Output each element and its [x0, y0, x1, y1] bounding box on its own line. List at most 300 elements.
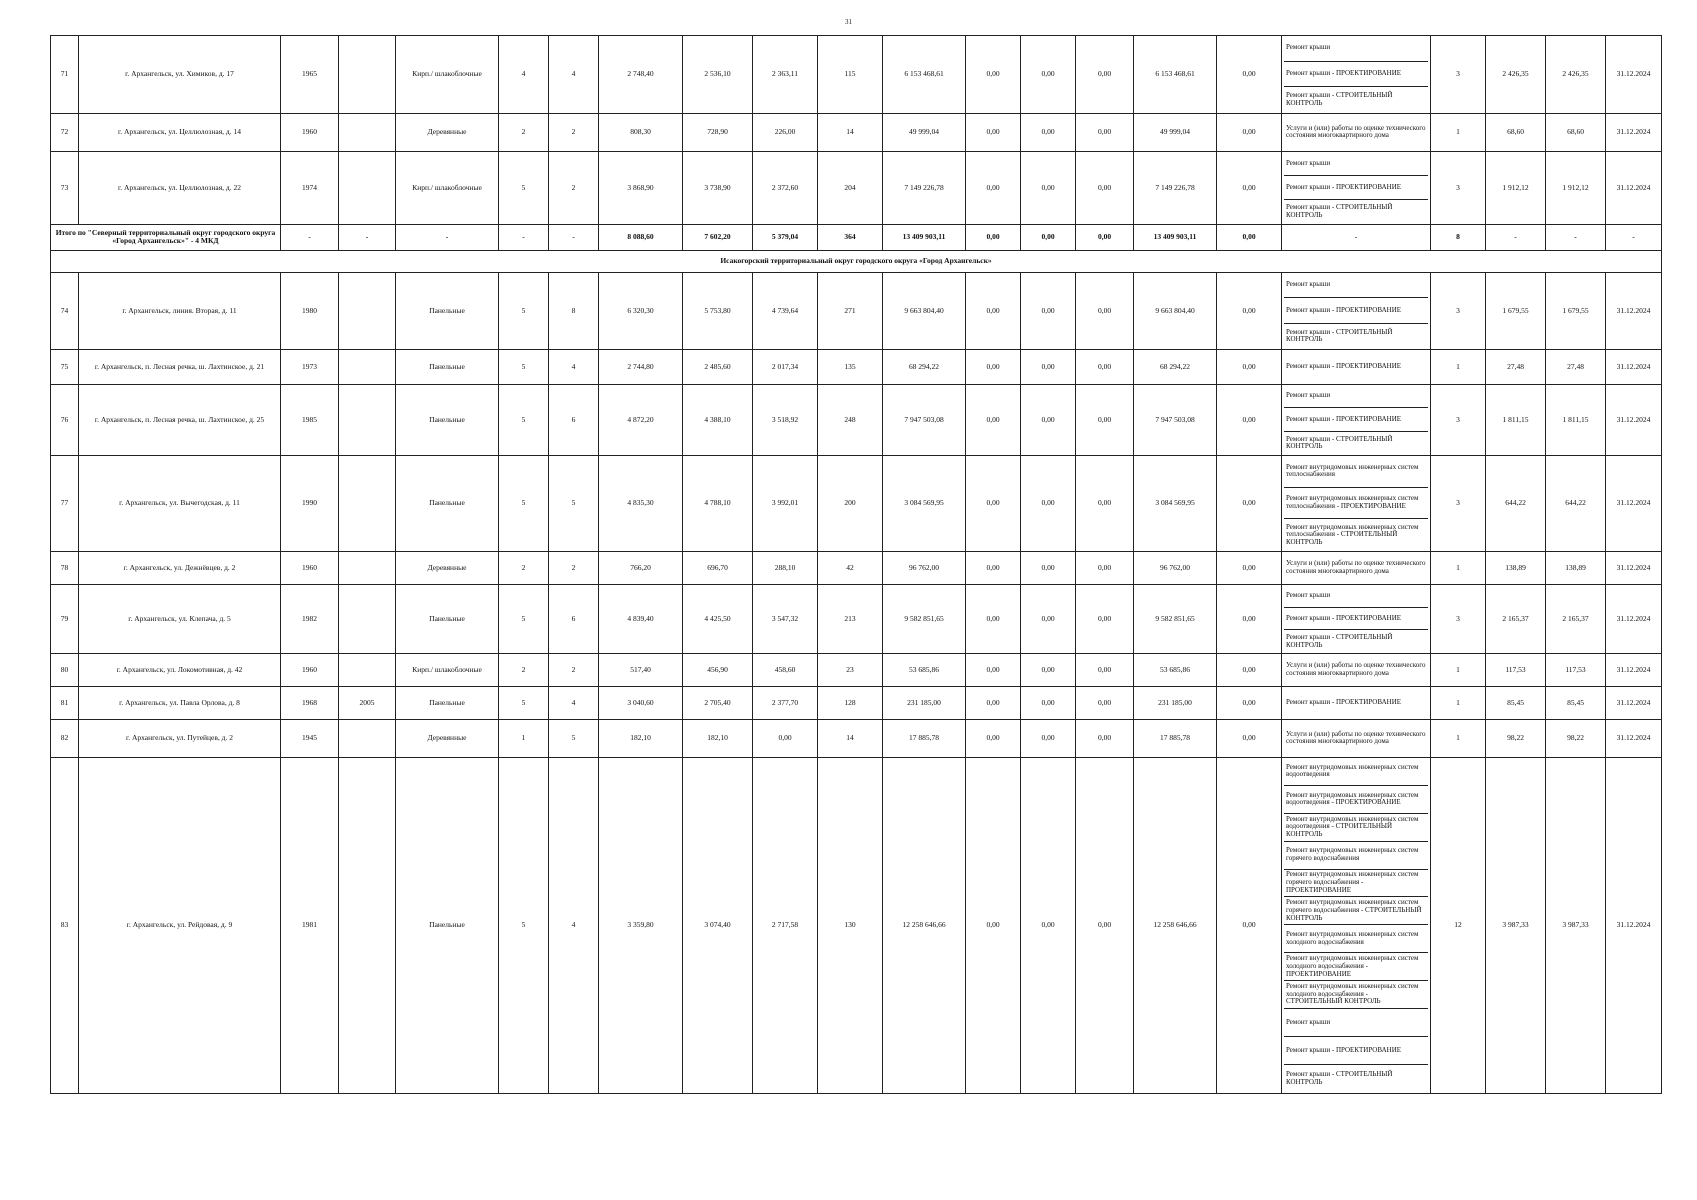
cost-fund-cell: 0,00 [966, 757, 1021, 1093]
works-cell [1282, 113, 1431, 151]
residents-cell: 248 [818, 384, 883, 455]
cost-fund-cell: 0,00 [966, 455, 1021, 551]
work-count-cell: 1 [1431, 551, 1486, 584]
year-overhaul-cell [339, 113, 396, 151]
cost-local-cell: 0,00 [1076, 272, 1134, 349]
cost-fund-cell: 0,00 [966, 719, 1021, 757]
work-count-cell: 3 [1431, 455, 1486, 551]
total-area-residential: 5 379,04 [753, 224, 818, 250]
work-item: Ремонт внутридомовых инженерных систем горячего водоснабжения - ПРОЕКТИРОВАНИЕ [1284, 870, 1428, 898]
work-count-cell: 3 [1431, 272, 1486, 349]
cost-region-cell: 0,00 [1021, 653, 1076, 686]
cost-total-cell: 7 149 226,78 [883, 151, 966, 224]
cost-region-cell: 0,00 [1021, 113, 1076, 151]
year-overhaul-cell [339, 36, 396, 114]
entrances-cell: 6 [549, 584, 599, 653]
area-residential-cell: 4 739,64 [753, 272, 818, 349]
cost-region-cell: 0,00 [1021, 151, 1076, 224]
work-count-cell: 12 [1431, 757, 1486, 1093]
area-premises-cell: 4 425,50 [683, 584, 753, 653]
work-item: Ремонт внутридомовых инженерных систем горячего водоснабжения [1284, 842, 1428, 870]
year-overhaul-cell [339, 349, 396, 384]
cost-local-cell: 0,00 [1076, 455, 1134, 551]
total-row [51, 224, 1662, 250]
cost-owners-cell: 7 149 226,78 [1134, 151, 1217, 224]
unit-cost-cell: 2 426,35 [1486, 36, 1546, 114]
unit-cost-limit-cell: 98,22 [1546, 719, 1606, 757]
address-cell: г. Архангельск, ул. Путейцев, д. 2 [79, 719, 281, 757]
residents-cell: 42 [818, 551, 883, 584]
deadline-cell: 31.12.2024 [1606, 686, 1662, 719]
total-work-count: 8 [1431, 224, 1486, 250]
work-item: Ремонт крыши - СТРОИТЕЛЬНЫЙ КОНТРОЛЬ [1286, 1070, 1393, 1086]
cost-other-cell: 0,00 [1217, 113, 1282, 151]
residents-cell: 128 [818, 686, 883, 719]
entrances-cell: 6 [549, 384, 599, 455]
works-cell [1282, 349, 1431, 384]
year-built-cell: 1980 [281, 272, 339, 349]
works-cell [1282, 757, 1431, 1093]
cost-other-cell: 0,00 [1217, 686, 1282, 719]
total-area-cell: 6 320,30 [599, 272, 683, 349]
cost-local-cell: 0,00 [1076, 719, 1134, 757]
overhaul-program-table [50, 35, 1662, 1094]
entrances-cell: 2 [549, 653, 599, 686]
cost-total-cell: 17 885,78 [883, 719, 966, 757]
table-body [51, 36, 1662, 1094]
deadline-cell: 31.12.2024 [1606, 384, 1662, 455]
floors-cell: 5 [499, 272, 549, 349]
cost-owners-cell: 53 685,86 [1134, 653, 1217, 686]
cost-other-cell: 0,00 [1217, 349, 1282, 384]
table-row [51, 113, 1662, 151]
work-item: Ремонт крыши - ПРОЕКТИРОВАНИЕ [1286, 362, 1402, 371]
row-number: 72 [51, 113, 79, 151]
year-built-cell: 1985 [281, 384, 339, 455]
area-residential-cell: 2 363,11 [753, 36, 818, 114]
year-overhaul-cell: 2005 [339, 686, 396, 719]
unit-cost-cell: 644,22 [1486, 455, 1546, 551]
work-item: Ремонт крыши - ПРОЕКТИРОВАНИЕ [1284, 176, 1428, 200]
work-item: Ремонт крыши - ПРОЕКТИРОВАНИЕ [1284, 408, 1428, 431]
area-residential-cell: 3 518,92 [753, 384, 818, 455]
entrances-cell: 2 [549, 551, 599, 584]
row-number: 78 [51, 551, 79, 584]
wall-material-cell: Деревянные [396, 719, 499, 757]
year-built-cell: 1968 [281, 686, 339, 719]
total-area-cell: 4 835,30 [599, 455, 683, 551]
area-residential-cell: 0,00 [753, 719, 818, 757]
wall-material-cell: Кирп./ шлакоблочные [396, 36, 499, 114]
cost-total-cell: 9 663 804,40 [883, 272, 966, 349]
cost-local-cell: 0,00 [1076, 686, 1134, 719]
work-item: Ремонт крыши [1284, 152, 1428, 176]
total-area-cell: 3 359,80 [599, 757, 683, 1093]
work-item: Ремонт крыши - СТРОИТЕЛЬНЫЙ КОНТРОЛЬ [1286, 632, 1393, 649]
cost-other-cell: 0,00 [1217, 384, 1282, 455]
address-cell: г. Архангельск, ул. Химиков, д. 17 [79, 36, 281, 114]
works-cell [1282, 584, 1431, 653]
row-number: 74 [51, 272, 79, 349]
year-overhaul-cell [339, 584, 396, 653]
deadline-cell: 31.12.2024 [1606, 349, 1662, 384]
work-count-cell: 3 [1431, 151, 1486, 224]
total-entrances: - [549, 224, 599, 250]
cost-total-cell: 6 153 468,61 [883, 36, 966, 114]
unit-cost-cell: 1 679,55 [1486, 272, 1546, 349]
total-residents: 364 [818, 224, 883, 250]
address-cell: г. Архангельск, п. Лесная речка, ш. Лахтинское, д. 25 [79, 384, 281, 455]
area-premises-cell: 2 485,60 [683, 349, 753, 384]
entrances-cell: 4 [549, 686, 599, 719]
cost-other-cell: 0,00 [1217, 151, 1282, 224]
deadline-cell: 31.12.2024 [1606, 272, 1662, 349]
total-cost-local: 0,00 [1076, 224, 1134, 250]
row-number: 82 [51, 719, 79, 757]
unit-cost-limit-cell: 138,89 [1546, 551, 1606, 584]
cost-local-cell: 0,00 [1076, 151, 1134, 224]
cost-total-cell: 96 762,00 [883, 551, 966, 584]
work-item: Ремонт крыши [1284, 273, 1428, 298]
row-number: 83 [51, 757, 79, 1093]
total-cost-fund: 0,00 [966, 224, 1021, 250]
entrances-cell: 4 [549, 36, 599, 114]
residents-cell: 115 [818, 36, 883, 114]
residents-cell: 14 [818, 113, 883, 151]
area-residential-cell: 3 547,32 [753, 584, 818, 653]
year-overhaul-cell [339, 719, 396, 757]
work-item: Ремонт внутридомовых инженерных систем водоотведения - СТРОИТЕЛЬНЫЙ КОНТРОЛЬ [1284, 814, 1428, 842]
work-item: Ремонт крыши [1284, 36, 1428, 62]
unit-cost-cell: 1 811,15 [1486, 384, 1546, 455]
table-row [51, 455, 1662, 551]
total-area-cell: 3 868,90 [599, 151, 683, 224]
work-item: Услуги и (или) работы по оценке технического состояния многоквартирного дома [1286, 729, 1426, 746]
unit-cost-limit-cell: 2 165,37 [1546, 584, 1606, 653]
table-row [51, 719, 1662, 757]
table-row [51, 584, 1662, 653]
deadline-cell: 31.12.2024 [1606, 551, 1662, 584]
cost-other-cell: 0,00 [1217, 584, 1282, 653]
total-wall-material: - [396, 224, 499, 250]
wall-material-cell: Кирп./ шлакоблочные [396, 151, 499, 224]
address-cell: г. Архангельск, ул. Дежнёвцев, д. 2 [79, 551, 281, 584]
year-built-cell: 1960 [281, 653, 339, 686]
unit-cost-cell: 117,53 [1486, 653, 1546, 686]
cost-fund-cell: 0,00 [966, 686, 1021, 719]
cost-fund-cell: 0,00 [966, 551, 1021, 584]
wall-material-cell: Панельные [396, 349, 499, 384]
area-residential-cell: 2 017,34 [753, 349, 818, 384]
work-item: Ремонт крыши - СТРОИТЕЛЬНЫЙ КОНТРОЛЬ [1286, 91, 1393, 108]
floors-cell: 5 [499, 151, 549, 224]
floors-cell: 2 [499, 551, 549, 584]
floors-cell: 5 [499, 455, 549, 551]
unit-cost-limit-cell: 117,53 [1546, 653, 1606, 686]
year-built-cell: 1973 [281, 349, 339, 384]
total-area-cell: 517,40 [599, 653, 683, 686]
year-built-cell: 1982 [281, 584, 339, 653]
year-built-cell: 1981 [281, 757, 339, 1093]
total-deadline: - [1606, 224, 1662, 250]
work-item: Ремонт крыши [1284, 385, 1428, 408]
cost-other-cell: 0,00 [1217, 757, 1282, 1093]
wall-material-cell: Панельные [396, 272, 499, 349]
cost-other-cell: 0,00 [1217, 719, 1282, 757]
work-item: Ремонт крыши - СТРОИТЕЛЬНЫЙ КОНТРОЛЬ [1286, 327, 1393, 344]
cost-local-cell: 0,00 [1076, 757, 1134, 1093]
unit-cost-limit-cell: 68,60 [1546, 113, 1606, 151]
row-number: 71 [51, 36, 79, 114]
floors-cell: 4 [499, 36, 549, 114]
area-residential-cell: 288,10 [753, 551, 818, 584]
unit-cost-limit-cell: 644,22 [1546, 455, 1606, 551]
work-item: Ремонт внутридомовых инженерных систем теплоснабжения - СТРОИТЕЛЬНЫЙ КОНТРОЛЬ [1286, 522, 1419, 546]
table-row [51, 272, 1662, 349]
cost-region-cell: 0,00 [1021, 686, 1076, 719]
residents-cell: 23 [818, 653, 883, 686]
work-item: Ремонт крыши - СТРОИТЕЛЬНЫЙ КОНТРОЛЬ [1286, 203, 1393, 219]
total-unit-cost-limit: - [1546, 224, 1606, 250]
cost-region-cell: 0,00 [1021, 757, 1076, 1093]
area-premises-cell: 5 753,80 [683, 272, 753, 349]
work-item: Ремонт внутридомовых инженерных систем водоотведения - ПРОЕКТИРОВАНИЕ [1284, 786, 1428, 814]
wall-material-cell: Панельные [396, 384, 499, 455]
cost-total-cell: 12 258 646,66 [883, 757, 966, 1093]
work-item: Ремонт внутридомовых инженерных систем холодного водоснабжения - ПРОЕКТИРОВАНИЕ [1284, 953, 1428, 981]
work-item: Ремонт внутридомовых инженерных систем теплоснабжения - ПРОЕКТИРОВАНИЕ [1284, 488, 1428, 520]
work-item: Ремонт крыши - ПРОЕКТИРОВАНИЕ [1284, 1037, 1428, 1065]
total-area-cell: 2 748,40 [599, 36, 683, 114]
cost-fund-cell: 0,00 [966, 151, 1021, 224]
cost-region-cell: 0,00 [1021, 349, 1076, 384]
total-label: Итого по "Северный территориальный округ городского округа «Город Архангельск»" - 4 МКД [51, 224, 281, 250]
unit-cost-cell: 2 165,37 [1486, 584, 1546, 653]
area-residential-cell: 3 992,01 [753, 455, 818, 551]
cost-owners-cell: 9 663 804,40 [1134, 272, 1217, 349]
work-item: Ремонт крыши - ПРОЕКТИРОВАНИЕ [1284, 608, 1428, 631]
work-count-cell: 3 [1431, 384, 1486, 455]
total-area-cell: 182,10 [599, 719, 683, 757]
total-area-cell: 808,30 [599, 113, 683, 151]
row-number: 73 [51, 151, 79, 224]
cost-owners-cell: 12 258 646,66 [1134, 757, 1217, 1093]
floors-cell: 1 [499, 719, 549, 757]
cost-fund-cell: 0,00 [966, 584, 1021, 653]
entrances-cell: 5 [549, 719, 599, 757]
page-number: 31 [845, 18, 852, 26]
year-overhaul-cell [339, 151, 396, 224]
work-item: Услуги и (или) работы по оценке технического состояния многоквартирного дома [1286, 661, 1426, 677]
deadline-cell: 31.12.2024 [1606, 584, 1662, 653]
table-row [51, 653, 1662, 686]
address-cell: г. Архангельск, ул. Целлюлозная, д. 22 [79, 151, 281, 224]
work-count-cell: 1 [1431, 686, 1486, 719]
total-cost-total: 13 409 903,11 [883, 224, 966, 250]
cost-total-cell: 68 294,22 [883, 349, 966, 384]
unit-cost-cell: 98,22 [1486, 719, 1546, 757]
deadline-cell: 31.12.2024 [1606, 36, 1662, 114]
work-item: Ремонт крыши - СТРОИТЕЛЬНЫЙ КОНТРОЛЬ [1286, 434, 1393, 451]
cost-local-cell: 0,00 [1076, 113, 1134, 151]
cost-total-cell: 53 685,86 [883, 653, 966, 686]
row-number: 75 [51, 349, 79, 384]
area-premises-cell: 2 705,40 [683, 686, 753, 719]
cost-owners-cell: 6 153 468,61 [1134, 36, 1217, 114]
area-premises-cell: 3 738,90 [683, 151, 753, 224]
area-premises-cell: 728,90 [683, 113, 753, 151]
unit-cost-cell: 68,60 [1486, 113, 1546, 151]
cost-fund-cell: 0,00 [966, 36, 1021, 114]
cost-total-cell: 49 999,04 [883, 113, 966, 151]
floors-cell: 5 [499, 349, 549, 384]
year-overhaul-cell [339, 455, 396, 551]
area-residential-cell: 2 717,58 [753, 757, 818, 1093]
residents-cell: 130 [818, 757, 883, 1093]
work-item: Ремонт внутридомовых инженерных систем водоотведения [1284, 758, 1428, 786]
cost-region-cell: 0,00 [1021, 551, 1076, 584]
works-cell [1282, 272, 1431, 349]
row-number: 80 [51, 653, 79, 686]
year-overhaul-cell [339, 551, 396, 584]
total-cost-region: 0,00 [1021, 224, 1076, 250]
deadline-cell: 31.12.2024 [1606, 757, 1662, 1093]
table-row [51, 151, 1662, 224]
address-cell: г. Архангельск, ул. Павла Орлова, д. 8 [79, 686, 281, 719]
cost-other-cell: 0,00 [1217, 272, 1282, 349]
floors-cell: 2 [499, 113, 549, 151]
address-cell: г. Архангельск, п. Лесная речка, ш. Лахтинское, д. 21 [79, 349, 281, 384]
wall-material-cell: Кирп./ шлакоблочные [396, 653, 499, 686]
area-premises-cell: 4 388,10 [683, 384, 753, 455]
work-count-cell: 3 [1431, 36, 1486, 114]
floors-cell: 5 [499, 757, 549, 1093]
work-item: Ремонт внутридомовых инженерных систем холодного водоснабжения [1284, 925, 1428, 953]
unit-cost-cell: 1 912,12 [1486, 151, 1546, 224]
total-unit-cost: - [1486, 224, 1546, 250]
address-cell: г. Архангельск, ул. Клепача, д. 5 [79, 584, 281, 653]
cost-other-cell: 0,00 [1217, 36, 1282, 114]
year-built-cell: 1965 [281, 36, 339, 114]
work-count-cell: 1 [1431, 113, 1486, 151]
cost-total-cell: 9 582 851,65 [883, 584, 966, 653]
area-premises-cell: 3 074,40 [683, 757, 753, 1093]
residents-cell: 213 [818, 584, 883, 653]
area-premises-cell: 2 536,10 [683, 36, 753, 114]
work-item: Услуги и (или) работы по оценке технического состояния многоквартирного дома [1286, 559, 1426, 575]
unit-cost-cell: 138,89 [1486, 551, 1546, 584]
cost-other-cell: 0,00 [1217, 455, 1282, 551]
deadline-cell: 31.12.2024 [1606, 455, 1662, 551]
cost-owners-cell: 7 947 503,08 [1134, 384, 1217, 455]
row-number: 79 [51, 584, 79, 653]
row-number: 77 [51, 455, 79, 551]
year-overhaul-cell [339, 653, 396, 686]
work-count-cell: 1 [1431, 349, 1486, 384]
cost-region-cell: 0,00 [1021, 455, 1076, 551]
table-row [51, 757, 1662, 1093]
unit-cost-cell: 27,48 [1486, 349, 1546, 384]
cost-owners-cell: 9 582 851,65 [1134, 584, 1217, 653]
total-area-cell: 2 744,80 [599, 349, 683, 384]
works-cell [1282, 455, 1431, 551]
area-residential-cell: 2 377,70 [753, 686, 818, 719]
deadline-cell: 31.12.2024 [1606, 653, 1662, 686]
residents-cell: 200 [818, 455, 883, 551]
deadline-cell: 31.12.2024 [1606, 719, 1662, 757]
work-item: Ремонт крыши - ПРОЕКТИРОВАНИЕ [1284, 62, 1428, 88]
table-row [51, 551, 1662, 584]
works-cell [1282, 151, 1431, 224]
table-row [51, 686, 1662, 719]
floors-cell: 5 [499, 686, 549, 719]
district-header-row [51, 250, 1662, 272]
area-residential-cell: 2 372,60 [753, 151, 818, 224]
address-cell: г. Архангельск, ул. Рейдовая, д. 9 [79, 757, 281, 1093]
entrances-cell: 5 [549, 455, 599, 551]
floors-cell: 5 [499, 384, 549, 455]
works-cell [1282, 551, 1431, 584]
year-overhaul-cell [339, 272, 396, 349]
cost-fund-cell: 0,00 [966, 272, 1021, 349]
cost-total-cell: 7 947 503,08 [883, 384, 966, 455]
cost-owners-cell: 49 999,04 [1134, 113, 1217, 151]
cost-other-cell: 0,00 [1217, 653, 1282, 686]
work-item: Ремонт крыши - ПРОЕКТИРОВАНИЕ [1286, 698, 1402, 707]
entrances-cell: 2 [549, 113, 599, 151]
cost-fund-cell: 0,00 [966, 349, 1021, 384]
work-item: Ремонт внутридомовых инженерных систем холодного водоснабжения - СТРОИТЕЛЬНЫЙ КОНТРОЛЬ [1284, 981, 1428, 1009]
entrances-cell: 2 [549, 151, 599, 224]
year-overhaul-cell [339, 757, 396, 1093]
unit-cost-limit-cell: 2 426,35 [1546, 36, 1606, 114]
cost-local-cell: 0,00 [1076, 653, 1134, 686]
total-floors: - [499, 224, 549, 250]
year-built-cell: 1990 [281, 455, 339, 551]
residents-cell: 135 [818, 349, 883, 384]
residents-cell: 14 [818, 719, 883, 757]
deadline-cell: 31.12.2024 [1606, 151, 1662, 224]
residents-cell: 271 [818, 272, 883, 349]
area-premises-cell: 456,90 [683, 653, 753, 686]
table-row [51, 36, 1662, 114]
total-cost-owners: 13 409 903,11 [1134, 224, 1217, 250]
wall-material-cell: Панельные [396, 584, 499, 653]
entrances-cell: 4 [549, 349, 599, 384]
district-header: Исакогорский территориальный округ городского округа «Город Архангельск» [51, 250, 1662, 272]
unit-cost-cell: 85,45 [1486, 686, 1546, 719]
cost-other-cell: 0,00 [1217, 551, 1282, 584]
work-item: Ремонт крыши - ПРОЕКТИРОВАНИЕ [1284, 298, 1428, 323]
works-cell [1282, 686, 1431, 719]
entrances-cell: 4 [549, 757, 599, 1093]
cost-local-cell: 0,00 [1076, 584, 1134, 653]
cost-total-cell: 231 185,00 [883, 686, 966, 719]
work-item: Ремонт крыши [1284, 585, 1428, 608]
cost-region-cell: 0,00 [1021, 272, 1076, 349]
works-cell [1282, 653, 1431, 686]
cost-owners-cell: 17 885,78 [1134, 719, 1217, 757]
address-cell: г. Архангельск, линия. Вторая, д. 11 [79, 272, 281, 349]
cost-owners-cell: 3 084 569,95 [1134, 455, 1217, 551]
entrances-cell: 8 [549, 272, 599, 349]
total-area-cell: 3 040,60 [599, 686, 683, 719]
cost-local-cell: 0,00 [1076, 349, 1134, 384]
year-built-cell: 1960 [281, 113, 339, 151]
cost-local-cell: 0,00 [1076, 551, 1134, 584]
works-cell [1282, 384, 1431, 455]
unit-cost-limit-cell: 85,45 [1546, 686, 1606, 719]
